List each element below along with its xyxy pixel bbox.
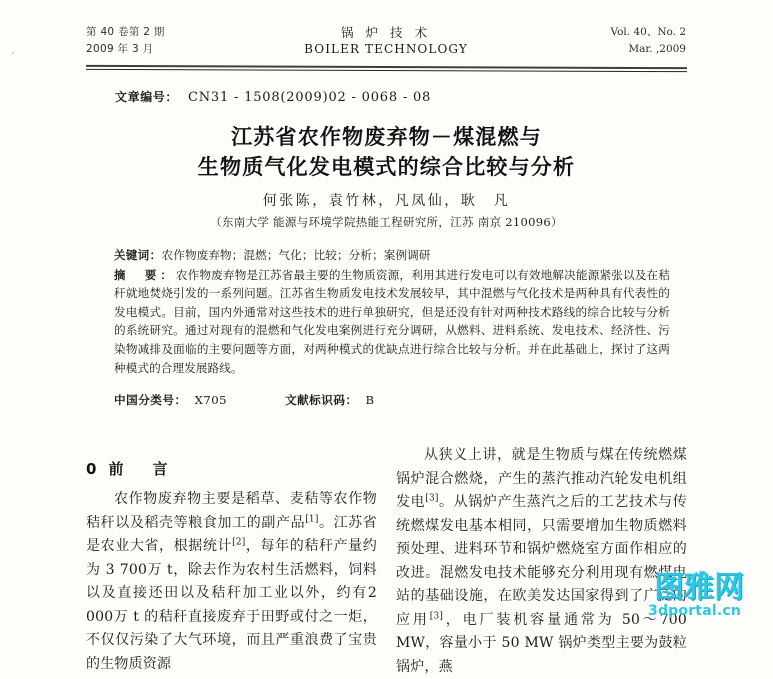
header-double-rule bbox=[86, 65, 687, 74]
running-head-center bbox=[86, 24, 686, 58]
title-line-2: 生物质气化发电模式的综合比较与分析 bbox=[197, 155, 576, 179]
keywords-value: 农作物废弃物；混燃；气化；比较；分析；案例调研 bbox=[161, 248, 431, 262]
volume-issue-cn: 第 40 卷第 2 期 bbox=[86, 26, 165, 38]
date-en: Mar. ,2009 bbox=[628, 43, 686, 55]
section-heading bbox=[86, 458, 377, 479]
watermark-url-text: 3dportal.cn bbox=[648, 603, 742, 619]
running-head-right bbox=[610, 24, 686, 58]
doc-code-label: 文献标识码： bbox=[284, 393, 358, 407]
section-number: 0 bbox=[86, 460, 98, 478]
author-list: 何张陈，袁竹林，凡凤仙，耿 凡 bbox=[262, 193, 511, 209]
classification-row bbox=[114, 392, 375, 408]
journal-name-en: BOILER TECHNOLOGY bbox=[304, 42, 468, 56]
journal-name-cn: 锅 炉 技 术 bbox=[341, 25, 431, 40]
body-column-left bbox=[86, 458, 377, 676]
abstract-value: 农作物废弃物是江苏省最主要的生物质资源，利用其进行发电可以有效地解决能源紧张以及在秸秆就地焚烧引发的一系列问题。江苏省生物质发电技术发展较早，其中混燃与气化技术是两种具有代表性的发电模式。目前，国内外通常对这些技术的进行单独研究，但是还没有针对两种技术路线的综合比较与分析的系统研究。通过对现有的混燃和气化发电案例进行充分调研，从燃料、进料系统、发电技术、经济性、污染物减排及面临的主要问题等方面，对两种模式的优缺点进行综合比较与分析。并在此基础上，探讨了这两种模式的合理发展路线。 bbox=[114, 267, 670, 375]
date-cn: 2009 年 3 月 bbox=[86, 43, 154, 55]
abstract-block bbox=[114, 246, 670, 377]
reference-marker: [3] bbox=[425, 493, 439, 504]
author-affiliation: （东南大学 能源与环境学院热能工程研究所，江苏 南京 210096） bbox=[210, 215, 563, 229]
rule-thin bbox=[86, 69, 687, 72]
title-line-1: 江苏省农作物废弃物－煤混燃与 bbox=[231, 125, 542, 149]
reference-marker: [1] bbox=[305, 513, 319, 524]
left-column-paragraph: 农作物废弃物主要是稻草、麦秸等农作物秸秆以及稻壳等粮食加工的副产品[1]。江苏省是农业大省，根据统计[2]，每年的秸秆产量约为 3 700万 t，除去作为农村生活燃料，饲料以及直接还田以及秸秆加工业以外，约有2 000万 t 的秸秆直接废弃于田野或付之一炬，不仅仅污染了大气环境，而且严重浪费了宝贵的生物质资源 bbox=[86, 491, 377, 672]
article-number-label: 文章编号： bbox=[115, 90, 179, 104]
clc-value: X705 bbox=[194, 393, 227, 407]
reference-marker: [2] bbox=[232, 537, 246, 548]
right-column-paragraph: 从狭义上讲，就是生物质与煤在传统燃煤锅炉混合燃烧，产生的蒸汽推动汽轮发电机组发电[3]。从锅炉产生蒸汽之后的工艺技术与传统燃煤发电基本相同，只需要增加生物质燃料预处理、进料环节和锅炉燃烧室方面作相应的改进。混燃发电技术能够充分利用现有燃煤电站的基础设施，在欧美发达国家得到了广泛的应用[3]，电厂装机容量通常为 50～700 MW，容量小于 50 MW 锅炉类型主要为鼓粒锅炉，燕 bbox=[396, 447, 687, 675]
reference-marker: [3] bbox=[429, 610, 444, 621]
clc-label: 中国分类号： bbox=[114, 393, 187, 407]
keywords-row bbox=[114, 246, 670, 265]
abstract-label: 摘 要： bbox=[114, 267, 176, 282]
article-number bbox=[115, 88, 431, 105]
doc-code-value: B bbox=[365, 393, 375, 407]
watermark-logo-text: 图雅网 bbox=[654, 570, 744, 605]
abstract-row bbox=[114, 266, 670, 378]
volume-issue-en: Vol. 40、No. 2 bbox=[610, 26, 686, 38]
running-head bbox=[86, 24, 686, 64]
body-column-right bbox=[396, 444, 687, 679]
article-number-value: CN31 - 1508(2009)02 - 0068 - 08 bbox=[188, 90, 432, 105]
keywords-label: 关键词： bbox=[114, 248, 162, 262]
section-title: 前 言 bbox=[108, 460, 175, 478]
page-title bbox=[86, 122, 687, 182]
scan-speckle bbox=[12, 52, 14, 54]
